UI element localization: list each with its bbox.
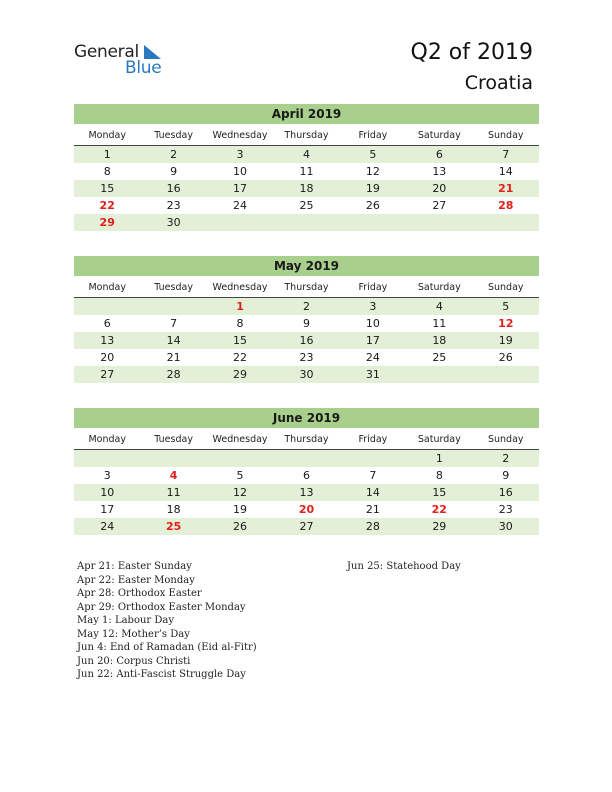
day-cell: 3 — [236, 148, 244, 161]
weekday-label: Thursday — [284, 130, 329, 141]
month-weeks — [74, 146, 539, 231]
holiday-item: Apr 21: Easter Sunday — [77, 561, 192, 572]
empty-day-cell — [207, 214, 273, 231]
day-cell: 9 — [170, 165, 178, 178]
day-cell: 6 — [103, 317, 111, 330]
holiday-item: Apr 29: Orthodox Easter Monday — [77, 601, 246, 613]
day-cell: 28 — [166, 368, 181, 381]
day-cell: 21 — [166, 351, 181, 364]
weekday-label: Saturday — [417, 282, 461, 293]
week-row — [74, 484, 539, 501]
week-row — [74, 298, 539, 315]
day-cell: 6 — [435, 148, 443, 161]
month-may — [74, 256, 539, 383]
empty-day-cell — [207, 450, 273, 467]
week-row — [74, 214, 539, 231]
day-cell: 20 — [100, 351, 115, 364]
day-cell: 2 — [302, 300, 310, 313]
empty-day-cell — [340, 214, 406, 231]
empty-day-cell — [340, 450, 406, 467]
empty-day-cell — [273, 214, 339, 231]
week-row — [74, 315, 539, 332]
empty-day-cell — [140, 450, 206, 467]
day-cell: 1 — [236, 300, 244, 313]
day-cell: 5 — [236, 469, 244, 482]
day-cell: 4 — [435, 300, 443, 313]
day-cell: 11 — [299, 165, 314, 178]
day-cell: 19 — [498, 334, 513, 347]
day-cell: 20 — [298, 503, 315, 516]
day-cell: 14 — [498, 165, 513, 178]
weekday-label: Monday — [88, 130, 126, 141]
weekday-label: Wednesday — [212, 130, 268, 141]
day-cell: 24 — [365, 351, 380, 364]
holiday-item: Jun 20: Corpus Christi — [77, 655, 191, 667]
empty-day-cell — [273, 450, 339, 467]
month-header: April 2019 — [74, 104, 539, 124]
day-cell: 22 — [233, 351, 248, 364]
empty-day-cell — [74, 450, 140, 467]
day-cell: 7 — [369, 469, 377, 482]
holiday-item: Apr 28: Orthodox Easter — [77, 588, 202, 599]
weekday-label: Tuesday — [154, 282, 193, 293]
day-cell: 9 — [302, 317, 310, 330]
day-cell: 25 — [432, 351, 447, 364]
holiday-item: May 1: Labour Day — [77, 615, 174, 626]
day-cell: 11 — [432, 317, 447, 330]
week-row — [74, 332, 539, 349]
day-cell: 21 — [498, 182, 514, 195]
day-cell: 23 — [299, 351, 314, 364]
day-cell: 30 — [166, 216, 181, 229]
weekday-label: Friday — [358, 282, 388, 293]
weekday-header-row — [74, 432, 539, 450]
day-cell: 16 — [498, 486, 513, 499]
day-cell: 1 — [435, 452, 443, 465]
day-cell: 15 — [233, 334, 248, 347]
week-row — [74, 180, 539, 197]
weekday-header-row — [74, 280, 539, 298]
day-cell: 8 — [103, 165, 111, 178]
day-cell: 20 — [432, 182, 447, 195]
generalblue-logo — [74, 42, 174, 78]
day-cell: 4 — [302, 148, 310, 161]
weekday-label: Tuesday — [154, 434, 193, 445]
day-cell: 16 — [299, 334, 314, 347]
day-cell: 25 — [165, 520, 182, 533]
day-cell: 17 — [100, 503, 115, 516]
weekday-label: Sunday — [487, 130, 524, 141]
week-row — [74, 450, 539, 467]
weekday-label: Tuesday — [154, 130, 193, 141]
logo-text-general: General — [74, 42, 139, 62]
week-row — [74, 146, 539, 163]
day-cell: 5 — [369, 148, 377, 161]
day-cell: 9 — [502, 469, 510, 482]
day-cell: 7 — [170, 317, 178, 330]
day-cell: 14 — [365, 486, 380, 499]
day-cell: 25 — [299, 199, 314, 212]
holiday-item: Apr 22: Easter Monday — [77, 574, 195, 586]
day-cell: 3 — [103, 469, 111, 482]
holiday-item: Jun 22: Anti-Fascist Struggle Day — [77, 669, 246, 680]
holiday-item: Jun 25: Statehood Day — [347, 561, 461, 572]
empty-day-cell — [473, 366, 539, 383]
day-cell: 18 — [299, 182, 314, 195]
logo-text-blue: Blue — [125, 58, 162, 78]
day-cell: 10 — [100, 486, 115, 499]
day-cell: 5 — [502, 300, 510, 313]
day-cell: 13 — [100, 334, 115, 347]
day-cell: 6 — [302, 469, 310, 482]
day-cell: 15 — [432, 486, 447, 499]
day-cell: 13 — [432, 165, 447, 178]
day-cell: 18 — [432, 334, 447, 347]
month-weeks — [74, 298, 539, 383]
day-cell: 1 — [103, 148, 111, 161]
week-row — [74, 518, 539, 535]
day-cell: 11 — [166, 486, 181, 499]
day-cell: 12 — [498, 317, 514, 330]
day-cell: 19 — [233, 503, 248, 516]
day-cell: 14 — [166, 334, 181, 347]
month-weeks — [74, 450, 539, 535]
weekday-label: Thursday — [284, 434, 329, 445]
day-cell: 30 — [498, 520, 513, 533]
day-cell: 28 — [498, 199, 514, 212]
empty-day-cell — [74, 298, 140, 315]
weekday-label: Friday — [358, 434, 388, 445]
day-cell: 21 — [365, 503, 380, 516]
empty-day-cell — [406, 366, 472, 383]
day-cell: 28 — [365, 520, 380, 533]
week-row — [74, 467, 539, 484]
day-cell: 4 — [169, 469, 178, 482]
weekday-label: Saturday — [417, 434, 461, 445]
day-cell: 24 — [233, 199, 248, 212]
day-cell: 26 — [498, 351, 513, 364]
week-row — [74, 501, 539, 518]
day-cell: 27 — [100, 368, 115, 381]
empty-day-cell — [140, 298, 206, 315]
weekday-label: Friday — [358, 130, 388, 141]
weekday-label: Saturday — [417, 130, 461, 141]
day-cell: 27 — [299, 520, 314, 533]
day-cell: 17 — [365, 334, 380, 347]
day-cell: 15 — [100, 182, 115, 195]
holiday-list-right — [347, 560, 461, 574]
weekday-label: Wednesday — [212, 434, 268, 445]
day-cell: 2 — [170, 148, 178, 161]
day-cell: 29 — [233, 368, 248, 381]
month-header: June 2019 — [74, 408, 539, 428]
day-cell: 19 — [365, 182, 380, 195]
day-cell: 10 — [365, 317, 380, 330]
day-cell: 23 — [498, 503, 513, 516]
day-cell: 8 — [435, 469, 443, 482]
day-cell: 7 — [502, 148, 510, 161]
day-cell: 29 — [432, 520, 447, 533]
empty-day-cell — [406, 214, 472, 231]
holiday-list-left — [77, 560, 257, 682]
month-april — [74, 104, 539, 231]
week-row — [74, 197, 539, 214]
holiday-item: May 12: Mother’s Day — [77, 628, 190, 640]
day-cell: 3 — [369, 300, 377, 313]
day-cell: 12 — [365, 165, 380, 178]
day-cell: 12 — [233, 486, 248, 499]
weekday-label: Wednesday — [212, 282, 268, 293]
country-name: Croatia — [464, 72, 533, 94]
day-cell: 26 — [365, 199, 380, 212]
weekday-label: Monday — [88, 434, 126, 445]
weekday-label: Monday — [88, 282, 126, 293]
month-header: May 2019 — [74, 256, 539, 276]
day-cell: 10 — [233, 165, 248, 178]
day-cell: 22 — [99, 199, 115, 212]
day-cell: 8 — [236, 317, 244, 330]
day-cell: 18 — [166, 503, 181, 516]
day-cell: 29 — [99, 216, 115, 229]
day-cell: 23 — [166, 199, 181, 212]
day-cell: 30 — [299, 368, 314, 381]
weekday-header-row — [74, 128, 539, 146]
day-cell: 31 — [365, 368, 380, 381]
day-cell: 13 — [299, 486, 314, 499]
week-row — [74, 349, 539, 366]
holiday-item: Jun 4: End of Ramadan (Eid al-Fitr) — [77, 642, 257, 653]
day-cell: 17 — [233, 182, 248, 195]
weekday-label: Sunday — [487, 282, 524, 293]
weekday-label: Sunday — [487, 434, 524, 445]
weekday-label: Thursday — [284, 282, 329, 293]
day-cell: 22 — [431, 503, 447, 516]
day-cell: 27 — [432, 199, 447, 212]
week-row — [74, 366, 539, 383]
day-cell: 26 — [233, 520, 248, 533]
month-june — [74, 408, 539, 535]
empty-day-cell — [473, 214, 539, 231]
day-cell: 16 — [166, 182, 181, 195]
day-cell: 24 — [100, 520, 115, 533]
page-title: Q2 of 2019 — [410, 40, 533, 65]
week-row — [74, 163, 539, 180]
day-cell: 2 — [502, 452, 510, 465]
